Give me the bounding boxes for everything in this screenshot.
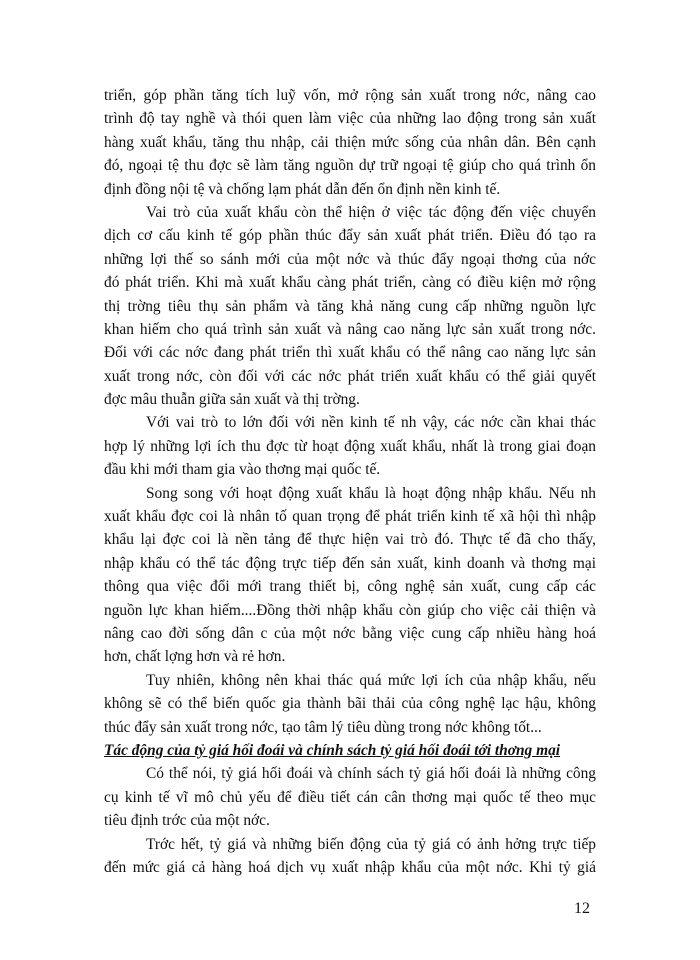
text-line: Với vai trò to lớn đối với nền kinh tế nh vậy, các nớc cần khai thác [146,414,596,432]
body-text [104,84,596,879]
text-line: hơn, chất lợng hơn và rẻ hơn. [104,648,286,666]
text-line: xuất trong nớc, còn đối với các nớc phát triển xuất khẩu có thể giải quyết [104,367,596,385]
text-line: định đồng nội tệ và chống lạm phát dẫn đến ổn định nền kinh tế. [104,180,501,198]
text-line: xuất khẩu đợc coi là nhân tố quan trọng để phát triển kinh tế xã hội thì nhập [104,508,596,526]
text-line: khan hiếm cho quá trình sản xuất và nâng cao năng lực sản xuất trong nớc. [104,320,596,338]
text-line: đến mức giá cả hàng hoá dịch vụ xuất nhập khẩu của một nớc. Khi tỷ giá [104,858,596,876]
text-line: trình độ tay nghề và thói quen làm việc của những lao động trong sản xuất [104,110,596,128]
text-line: Trớc hết, tỷ giá và những biến động của tỷ giá có ảnh hởng trực tiếp [146,835,596,853]
text-line: dịch cơ cấu kinh tế góp phần thúc đẩy sản xuất phát triển. Điều đó tạo ra [104,227,596,245]
text-line: Tuy nhiên, không nên khai thác quá mức lợi ích của nhập khẩu, nếu [146,671,596,689]
text-line: thông qua việc đổi mới trang thiết bị, công nghệ sản xuất, cung cấp các [104,578,596,596]
text-line: Vai trò của xuất khẩu còn thể hiện ở việc tác động đến việc chuyển [146,203,596,221]
text-line: đó phát triển. Khi mà xuất khẩu càng phát triển, càng có điều kiện mở rộng [104,274,596,292]
text-line: Song song với hoạt động xuất khẩu là hoạt động nhập khẩu. Nếu nh [146,484,596,502]
text-line: những lợi thế so sánh mới của một nớc và thúc đẩy ngoại thơng của nớc [104,250,596,268]
text-line: nguồn lực khan hiếm....Đồng thời nhập khẩu còn giúp cho việc cải thiện và [104,601,596,619]
text-line: hàng xuất khẩu, tăng thu nhập, cải thiện mức sống của nhân dân. Bên cạnh [104,133,596,151]
text-line: hợp lý những lợi ích thu đợc từ hoạt động xuất khẩu, nhất là trong giai đoạn [104,437,596,455]
text-line: không sẽ có thể biến quốc gia thành bãi thải của công nghệ lạc hậu, không [104,695,596,713]
page-number: 12 [574,900,590,917]
text-line: nhập khẩu có thể tác động trực tiếp đến sản xuất, kinh doanh và thơng mại [104,554,596,572]
text-line: cụ kinh tế vĩ mô chủ yếu để điều tiết cán cân thơng mại quốc tế theo mục [104,788,596,806]
text-line: khẩu lại đợc coi là nền tảng để thực hiện vai trò đó. Thực tế đã cho thấy, [104,531,596,549]
text-line: triển, góp phần tăng tích luỹ vốn, mở rộng sản xuất trong nớc, nâng cao [104,87,596,104]
text-line: thị trờng tiêu thụ sản phẩm và tăng khả năng cung cấp những nguồn lực [104,297,596,315]
text-line: đầu khi mới tham gia vào thơng mại quốc tế. [104,461,381,479]
text-line: tiêu định trớc của một nớc. [104,812,270,830]
text-line: nâng cao đời sống dân c của một nớc bằng việc cung cấp nhiều hàng hoá [104,624,596,642]
section-heading: Tác động của tỷ giá hối đoái và chính sách tỷ giá hối đoái tới thơng mại [104,741,561,759]
text-line: thúc đẩy sản xuất trong nớc, tạo tâm lý tiêu dùng trong nớc không tốt... [104,718,542,736]
text-line: đó, ngoại tệ thu đợc sẽ làm tăng nguồn dự trữ ngoại tệ giúp cho quá trình ổn [104,157,596,175]
text-line: Đối với các nớc đang phát triển thì xuất khẩu có thể nâng cao năng lực sản [104,344,596,362]
text-line: đợc mâu thuẫn giữa sản xuất và thị trờng. [104,391,360,409]
text-line: Có thể nói, tỷ giá hối đoái và chính sách tỷ giá hối đoái là những công [146,765,596,783]
